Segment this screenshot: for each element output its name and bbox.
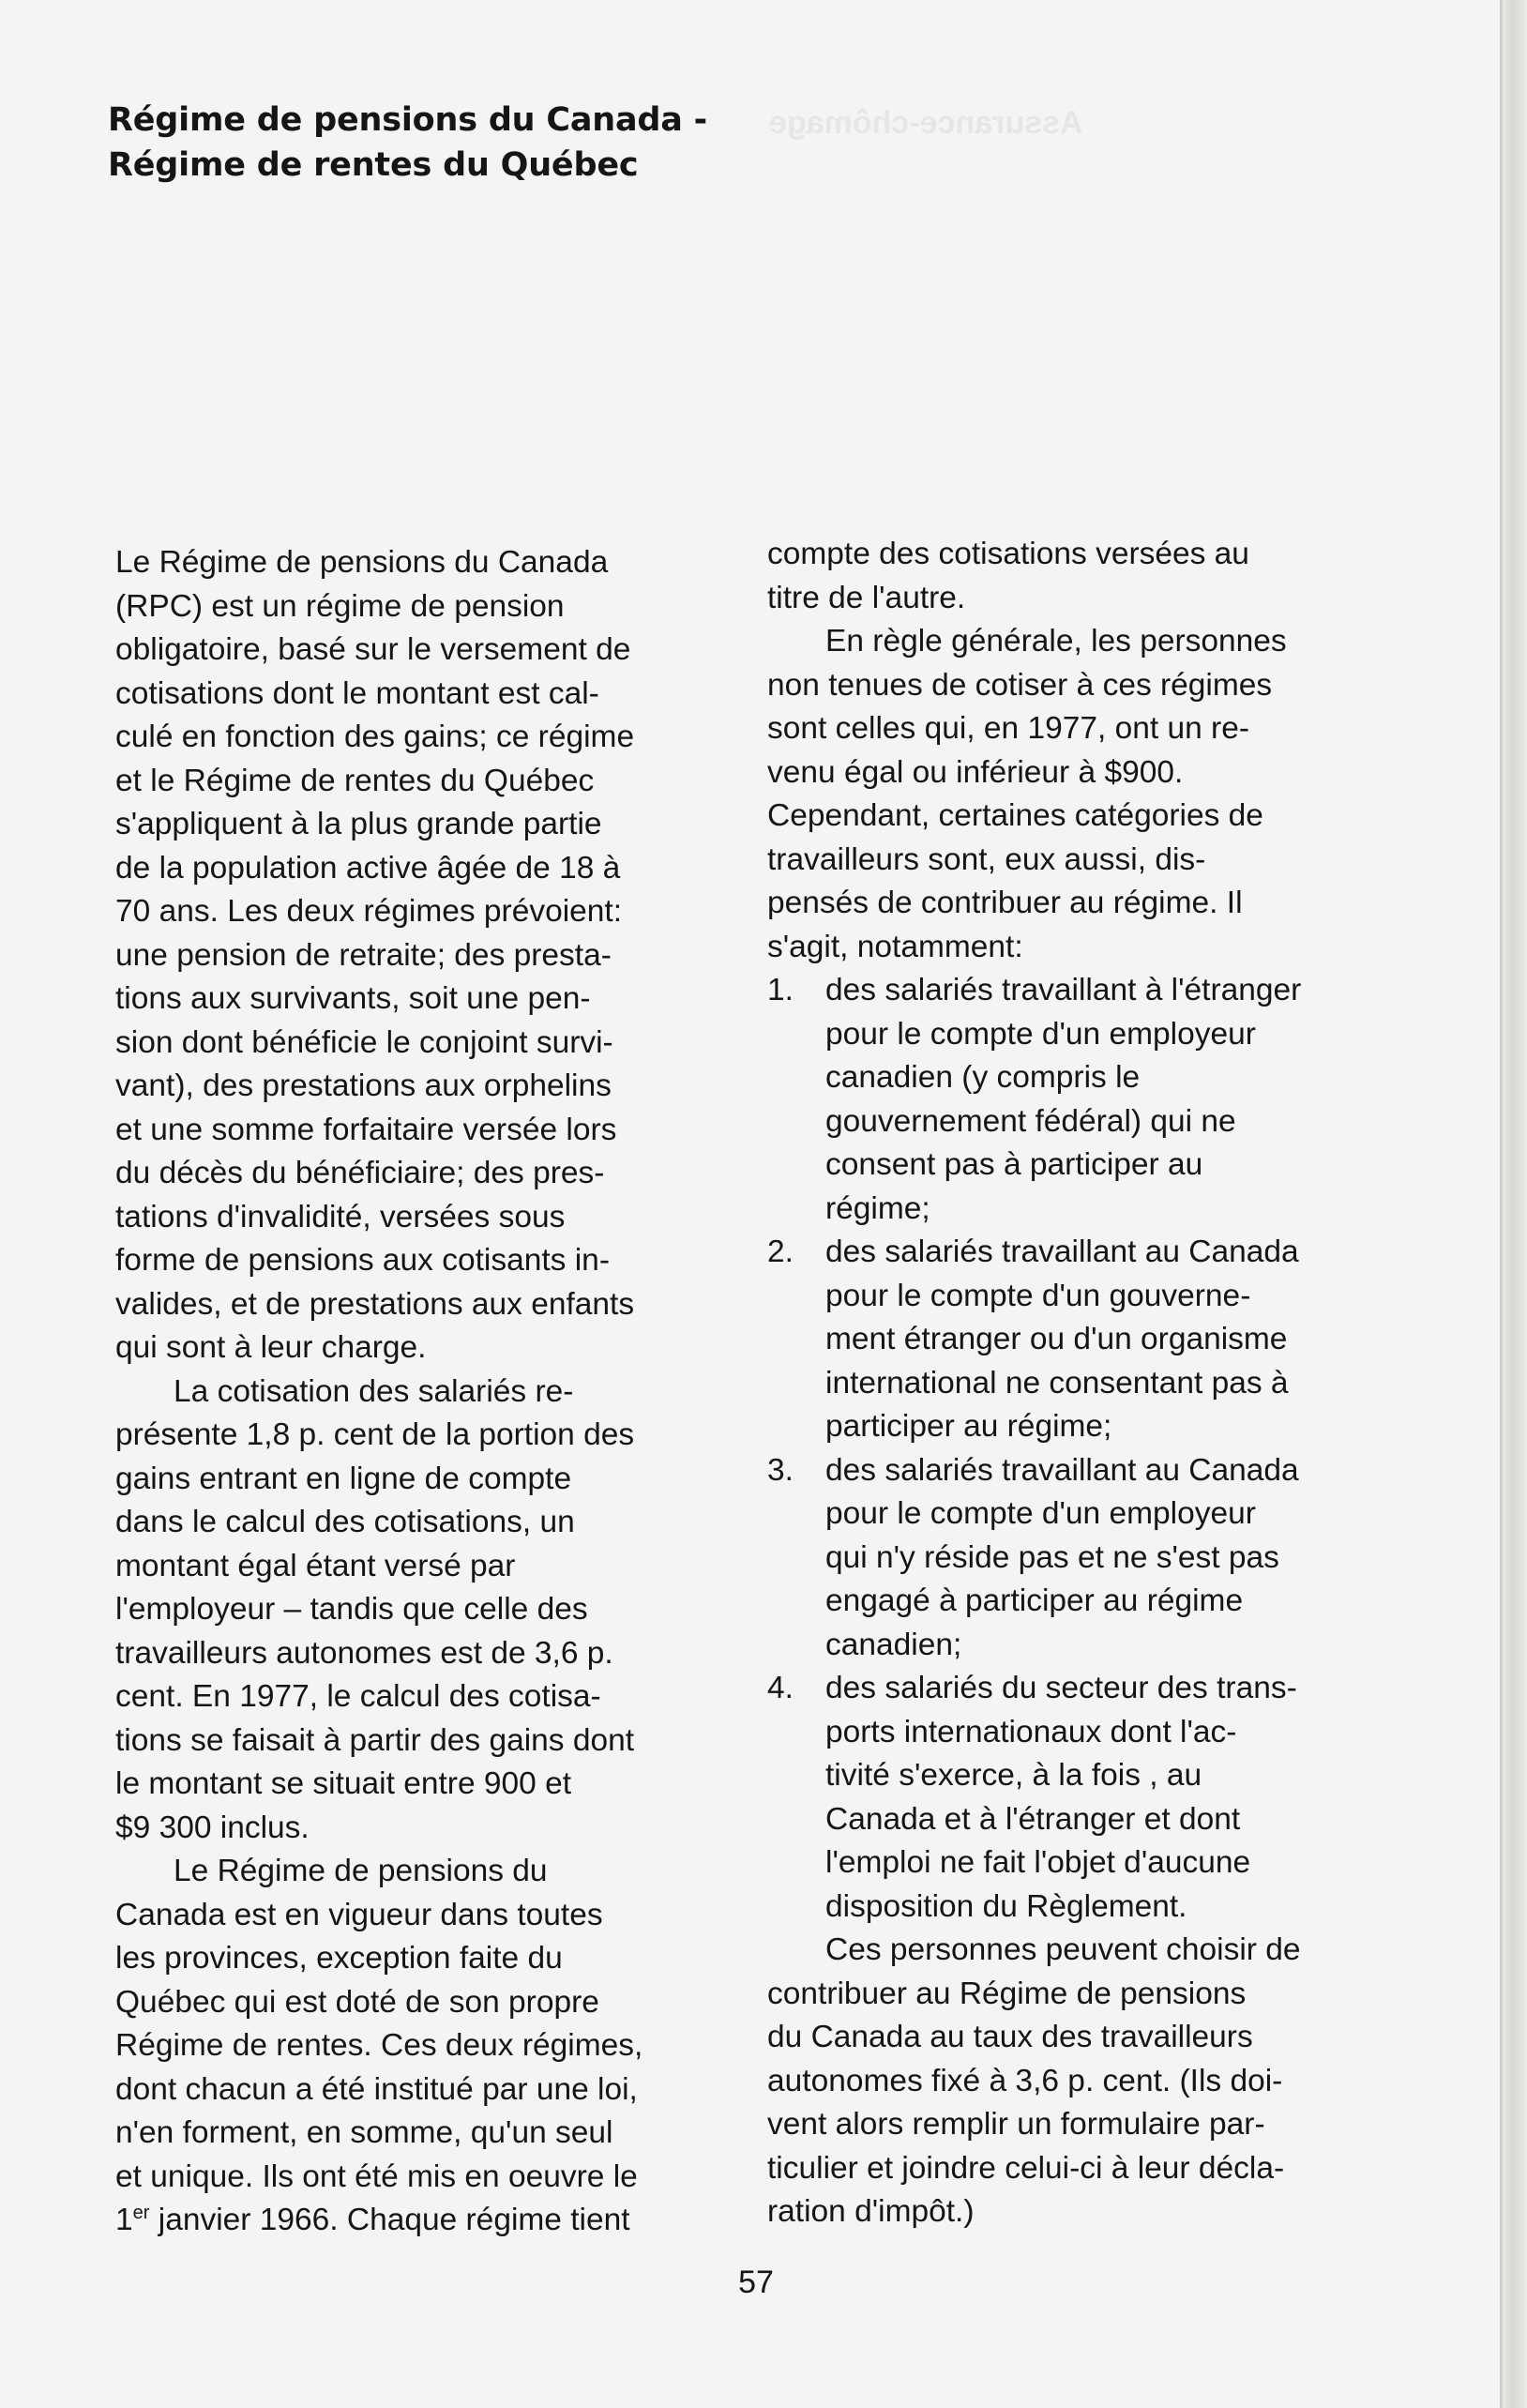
page-number: 57: [738, 2264, 774, 2300]
text-line: ration d'impôt.): [767, 2194, 975, 2229]
text-line: les provinces, exception faite du: [115, 1941, 563, 1976]
text-line: pour le compte d'un gouverne-: [825, 1278, 1251, 1313]
text-line: des salariés travaillant à l'étranger: [825, 973, 1302, 1007]
text-line: présente 1,8 p. cent de la portion des: [115, 1417, 635, 1452]
text-line: ment étranger ou d'un organisme: [825, 1322, 1288, 1356]
text-line: montant égal étant versé par: [115, 1548, 516, 1583]
text-line: dans le calcul des cotisations, un: [115, 1505, 575, 1539]
text-line: une pension de retraite; des presta-: [115, 937, 612, 973]
paragraph-exemptions: [767, 620, 1414, 969]
list-item: [767, 1231, 1414, 1449]
list-item: [767, 1449, 1414, 1668]
text-line: s'agit, notamment:: [767, 929, 1023, 964]
text-line: consent pas à participer au: [825, 1147, 1203, 1182]
heading-line-2: Régime de rentes du Québec: [108, 146, 639, 184]
paragraph-cotisation: [115, 1371, 744, 1851]
text-line-date: [115, 2199, 744, 2243]
text-line: qui n'y réside pas et ne s'est pas: [825, 1539, 1279, 1575]
bleed-through-heading: Assurance-chômage: [769, 105, 1083, 141]
right-column: [767, 533, 1414, 2234]
list-item-number: 4.: [767, 1671, 794, 1705]
text-line: des salariés du secteur des trans-: [825, 1671, 1297, 1705]
text-line: du Canada au taux des travailleurs: [767, 2020, 1253, 2054]
text-line: 70 ans. Les deux régimes prévoient:: [115, 894, 623, 929]
text-line: international ne consentant pas à: [825, 1365, 1289, 1401]
text-line: La cotisation des salariés re-: [174, 1373, 574, 1409]
list-item: [767, 1667, 1414, 1929]
text-line: pour le compte d'un employeur: [825, 1016, 1256, 1052]
text-line: le montant se situait entre 900 et: [115, 1766, 572, 1801]
list-item-number: 2.: [767, 1234, 794, 1269]
text-line: $9 300 inclus.: [115, 1810, 310, 1845]
text-line: des salariés travaillant au Canada: [825, 1234, 1299, 1269]
text-line: disposition du Règlement.: [825, 1888, 1187, 1924]
text-line: Canada est en vigueur dans toutes: [115, 1897, 603, 1932]
text-line: pour le compte d'un employeur: [825, 1496, 1256, 1531]
text-line: et unique. Ils ont été mis en oeuvre le: [115, 2158, 638, 2194]
text-line: de la population active âgée de 18 à: [115, 850, 621, 886]
text-line: (RPC) est un régime de pension: [115, 588, 565, 624]
text-line: s'appliquent à la plus grande partie: [115, 807, 602, 841]
text-line: et une somme forfaitaire versée lors: [115, 1112, 617, 1147]
text-line: régime;: [825, 1190, 930, 1226]
text-line: vant), des prestations aux orphelins: [115, 1068, 612, 1103]
text-line: autonomes fixé à 3,6 p. cent. (Ils doi-: [767, 2063, 1283, 2098]
text-line: sion dont bénéficie le conjoint survi-: [115, 1024, 613, 1060]
paragraph-vigueur: [115, 1850, 744, 2243]
paragraph-rpc-intro: [115, 541, 744, 1371]
text-line: Canada et à l'étranger et dont: [825, 1801, 1241, 1837]
text-line: gouvernement fédéral) qui ne: [825, 1103, 1236, 1139]
date-rest: janvier 1966. Chaque régime tient: [149, 2203, 630, 2237]
text-line: participer au régime;: [825, 1409, 1112, 1444]
text-line: compte des cotisations versées au: [767, 537, 1249, 571]
text-line: tions se faisait à partir des gains dont: [115, 1722, 635, 1758]
text-line: et le Régime de rentes du Québec: [115, 763, 595, 798]
text-line: qui sont à leur charge.: [115, 1330, 427, 1365]
text-line: venu égal ou inférieur à $900.: [767, 754, 1184, 790]
text-line: contribuer au Régime de pensions: [767, 1976, 1247, 2011]
text-line: tations d'invalidité, versées sous: [115, 1199, 566, 1234]
text-line: Le Régime de pensions du: [174, 1854, 548, 1888]
text-line: Le Régime de pensions du Canada: [115, 545, 609, 580]
section-heading: [108, 98, 764, 188]
left-column: [115, 541, 744, 2243]
text-line: forme de pensions aux cotisants in-: [115, 1243, 610, 1278]
paragraph-continuation: [767, 533, 1414, 620]
text-line: pensés de contribuer au régime. Il: [767, 886, 1243, 920]
text-line: culé en fonction des gains; ce régime: [115, 719, 635, 754]
list-item-number: 3.: [767, 1452, 794, 1488]
text-line: Régime de rentes. Ces deux régimes,: [115, 2028, 643, 2063]
exemption-list: [767, 969, 1414, 1929]
text-line: Ces personnes peuvent choisir de: [825, 1932, 1301, 1967]
text-line: ticulier et joindre celui-ci à leur décla-: [767, 2150, 1285, 2186]
text-line: Québec qui est doté de son propre: [115, 1984, 599, 2020]
list-item: [767, 969, 1414, 1231]
heading-line-1: Régime de pensions du Canada -: [108, 101, 708, 139]
text-line: canadien;: [825, 1627, 962, 1662]
text-line: non tenues de cotiser à ces régimes: [767, 667, 1273, 703]
text-line: du décès du bénéficiaire; des pres-: [115, 1156, 605, 1190]
text-line: cent. En 1977, le calcul des cotisa-: [115, 1679, 601, 1714]
text-line: travailleurs autonomes est de 3,6 p.: [115, 1635, 613, 1671]
text-line: l'emploi ne fait l'objet d'aucune: [825, 1845, 1251, 1880]
text-line: valides, et de prestations aux enfants: [115, 1286, 635, 1322]
text-line: Cependant, certaines catégories de: [767, 798, 1263, 833]
text-line: En règle générale, les personnes: [825, 624, 1287, 659]
text-line: canadien (y compris le: [825, 1060, 1141, 1095]
text-line: n'en forment, en somme, qu'un seul: [115, 2115, 613, 2150]
text-line: des salariés travaillant au Canada: [825, 1452, 1299, 1488]
text-line: sont celles qui, en 1977, ont un re-: [767, 711, 1249, 746]
text-line: titre de l'autre.: [767, 580, 966, 615]
text-line: ports internationaux dont l'ac-: [825, 1714, 1237, 1749]
text-line: vent alors remplir un formulaire par-: [767, 2107, 1265, 2142]
page-gutter-shadow: [1503, 0, 1527, 2408]
text-line: l'employeur – tandis que celle des: [115, 1592, 588, 1627]
date-ordinal-suffix: er: [132, 2203, 150, 2223]
text-line: obligatoire, basé sur le versement de: [115, 632, 631, 667]
text-line: dont chacun a été institué par une loi,: [115, 2071, 638, 2107]
list-item-number: 1.: [767, 973, 794, 1007]
text-line: travailleurs sont, eux aussi, dis-: [767, 841, 1206, 877]
paragraph-choix: [767, 1929, 1414, 2234]
date-day: 1: [115, 2203, 133, 2237]
text-line: cotisations dont le montant est cal-: [115, 675, 599, 711]
text-line: tivité s'exerce, à la fois , au: [825, 1758, 1202, 1793]
text-line: engagé à participer au régime: [825, 1583, 1244, 1618]
text-line: tions aux survivants, soit une pen-: [115, 981, 591, 1016]
text-line: gains entrant en ligne de compte: [115, 1461, 572, 1496]
